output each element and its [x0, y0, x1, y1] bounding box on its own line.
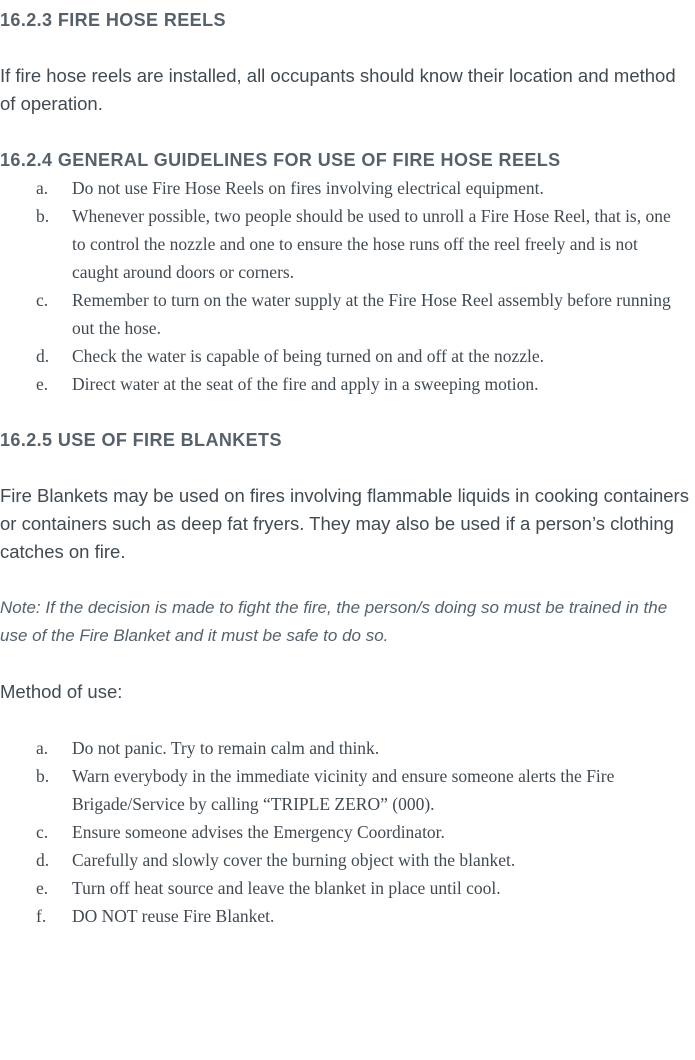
list-item [0, 874, 695, 902]
list-marker: f. [36, 906, 47, 926]
list-item-text: Check the water is capable of being turned on and off at the nozzle. [72, 346, 544, 366]
list-marker: b. [36, 766, 50, 786]
guidelines-list [0, 174, 695, 398]
list-item [0, 202, 695, 286]
list-item-text: DO NOT reuse Fire Blanket. [72, 906, 275, 926]
list-item-text: Carefully and slowly cover the burning object with the blanket. [72, 850, 516, 870]
list-item-text: Warn everybody in the immediate vicinity and ensure someone alerts the Fire Brigade/Service by calling “TRIPLE ZERO” (000). [72, 766, 615, 814]
list-marker: e. [36, 374, 49, 394]
list-item [0, 342, 695, 370]
heading-general-guidelines: 16.2.4 GENERAL GUIDELINES FOR USE OF FIRE HOSE REELS [0, 150, 561, 170]
list-marker: d. [36, 850, 50, 870]
list-marker: d. [36, 346, 50, 366]
list-item [0, 846, 695, 874]
list-item-text: Do not panic. Try to remain calm and think. [72, 738, 380, 758]
list-marker: e. [36, 878, 49, 898]
list-item-text: Turn off heat source and leave the blanket in place until cool. [72, 878, 501, 898]
list-item [0, 762, 695, 818]
list-item [0, 286, 695, 342]
list-item [0, 174, 695, 202]
list-item-text: Do not use Fire Hose Reels on fires involving electrical equipment. [72, 178, 544, 198]
heading-fire-hose-reels: 16.2.3 FIRE HOSE REELS [0, 10, 226, 30]
method-of-use-label: Method of use: [0, 681, 123, 702]
list-marker: a. [36, 738, 49, 758]
paragraph-hose-reels-intro: If fire hose reels are installed, all occupants should know their location and method of operation. [0, 65, 676, 114]
list-marker: c. [36, 822, 49, 842]
list-item [0, 902, 695, 930]
list-item-text: Direct water at the seat of the fire and apply in a sweeping motion. [72, 374, 539, 394]
list-marker: c. [36, 290, 49, 310]
list-item-text: Remember to turn on the water supply at the Fire Hose Reel assembly before running out the hose. [72, 290, 671, 338]
note-training: Note: If the decision is made to fight the fire, the person/s doing so must be trained in the use of the Fire Blanket and it must be safe to do so. [0, 598, 668, 645]
list-item-text: Ensure someone advises the Emergency Coordinator. [72, 822, 445, 842]
list-item [0, 734, 695, 762]
method-of-use-list [0, 734, 695, 930]
list-item [0, 818, 695, 846]
list-marker: b. [36, 206, 50, 226]
paragraph-fire-blankets-intro: Fire Blankets may be used on fires involving flammable liquids in cooking containers or containers such as deep fat fryers. They may also be used if a person’s clothing catches on fire. [0, 485, 689, 562]
list-item-text: Whenever possible, two people should be used to unroll a Fire Hose Reel, that is, one to control the nozzle and one to ensure the hose runs off the reel freely and is not caught around doors or corners. [72, 206, 671, 282]
list-item [0, 370, 695, 398]
heading-fire-blankets: 16.2.5 USE OF FIRE BLANKETS [0, 430, 282, 450]
list-marker: a. [36, 178, 49, 198]
